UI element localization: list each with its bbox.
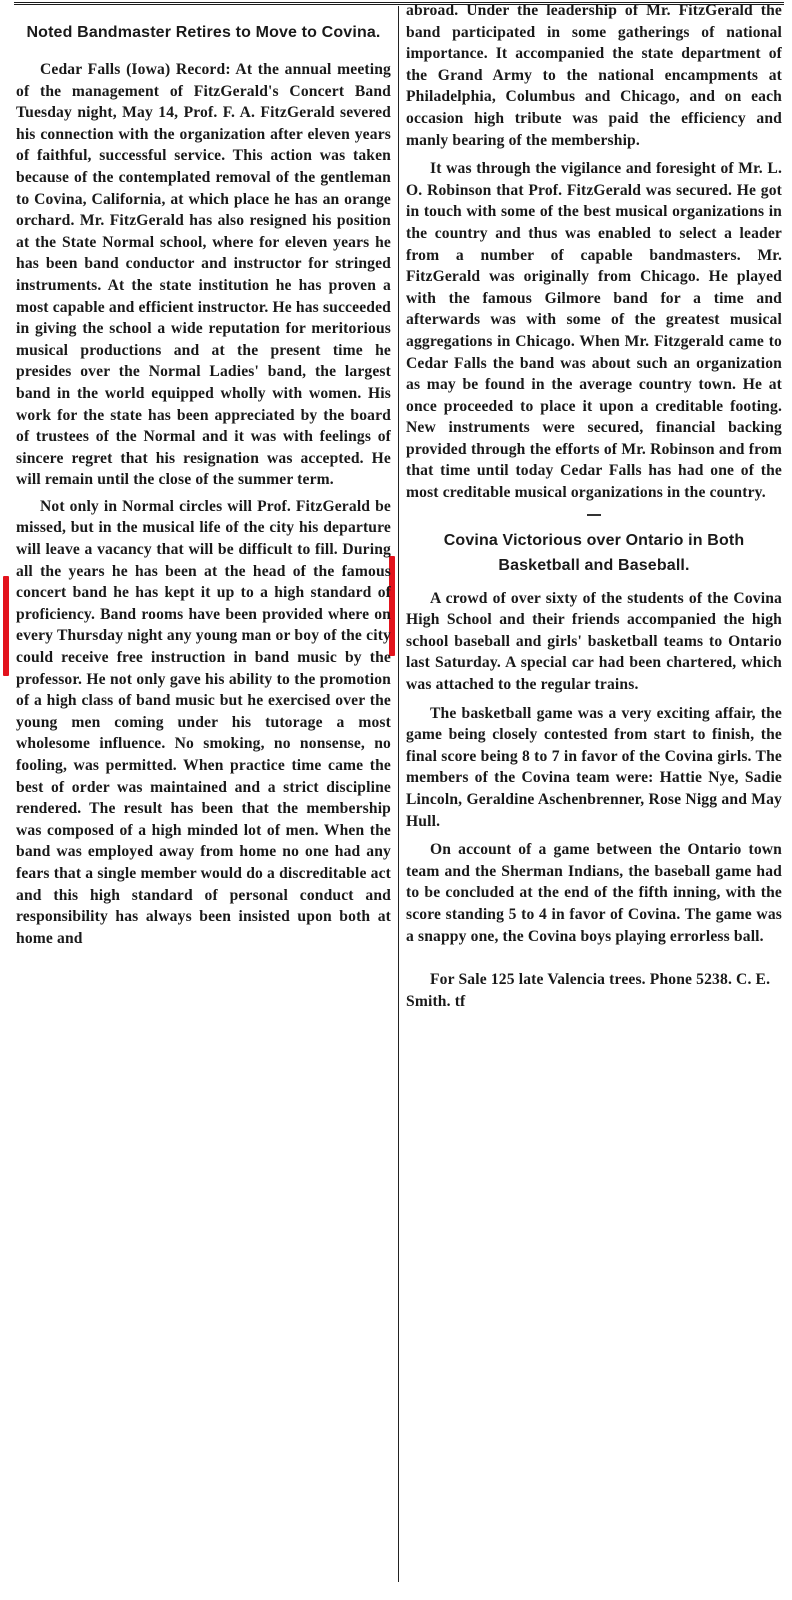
bandmaster-continued-paragraph-1: abroad. Under the leadership of Mr. FitzGerald the band participated in some gatherings of national importance. It accompanied the state department of the Grand Army to the national encampments at Philadelphia, Columbus and Chicago, and on each occasion high tribute was paid the efficiency and manly bearing of the membership.: [406, 2, 782, 149]
left-margin-highlight-mark: [3, 576, 9, 676]
bandmaster-continued-paragraph-2: It was through the vigilance and foresight of Mr. L. O. Robinson that Prof. FitzGerald was secured. He got in touch with some of the best musical organizations in the country and thus was enabled to select a leader from a number of capable bandmasters. Mr. FitzGerald was originally from Chicago. He played with the famous Gilmore band for a time and afterwards was with some of the greatest musical aggregations in Chicago. When Mr. Fitzgerald came to Cedar Falls the band was about such an organization as may be found in the average country town. He at once proceeded to place it upon a creditable footing. New instruments were secured, financial backing provided through the efforts of Mr. Robinson and from that time until today Cedar Falls has had one of the most creditable musical organizations in the country.: [406, 160, 782, 502]
bandmaster-headline: Noted Bandmaster Retires to Move to Covina.: [26, 24, 381, 41]
covina-paragraph-2: The basketball game was a very exciting affair, the game being closely contested from start to finish, the final score being 8 to 7 in favor of the Covina girls. The members of the Covina team were: Hattie Nye, Sadie Lincoln, Geraldine Aschenbrenner, Rose Nigg and May Hull.: [406, 704, 782, 830]
bandmaster-paragraph-1: Cedar Falls (Iowa) Record: At the annual meeting of the management of FitzGerald's Concert Band Tuesday night, May 14, Prof. F. A. FitzGerald severed his connection with the organization after eleven years of faithful, successful service. This action was taken because of the contemplated removal of the gentleman to Covina, California, at which place he has an orange orchard. Mr. FitzGerald has also resigned his position at the State Normal school, where for eleven years he has been band conductor and instructor for stringed instruments. At the state institution he has proven a most capable and efficient instructor. He has succeeded in giving the school a wide reputation for meritorious musical productions and at the present time he presides over the Normal Ladies' band, the largest band in the world equipped wholly with women. His work for the state has been appreciated by the board of trustees of the Normal and it was with feelings of sincere regret that his resignation was accepted. He will remain until the close of the summer term.: [16, 61, 391, 489]
left-column: [16, 0, 391, 949]
classified-ad: For Sale 125 late Valencia trees. Phone 5238. C. E. Smith. tf: [406, 971, 771, 1010]
covina-headline: Covina Victorious over Ontario in Both Basketball and Baseball.: [443, 531, 745, 574]
bandmaster-paragraph-2: Not only in Normal circles will Prof. FitzGerald be missed, but in the musical life of the city his departure will leave a vacancy that will be difficult to fill. During all the years he has been at the head of the famous concert band he has kept it up to a high standard of proficiency. Band rooms have been provided where on every Thursday night any young man or boy of the city could receive free instruction in band music by the professor. He not only gave his ability to the promotion of a high class of band music but he exercised over the young men coming under his tutorage a most wholesome influence. No smoking, no nonsense, no fooling, was permitted. When practice time came the best of order was maintained and a strict discipline rendered. The result has been that the membership was composed of a high minded lot of men. When the band was employed away from home no one had any fears that a single member would do a discreditable act and this high standard of personal conduct and responsibility has always been insisted upon both at home and: [16, 497, 391, 947]
column-divider: [398, 6, 399, 1582]
article-separator: [587, 514, 601, 516]
covina-paragraph-1: A crowd of over sixty of the students of the Covina High School and their friends accompanied the high school baseball and girls' basketball teams to Ontario last Saturday. A special car had been chartered, which was attached to the regular trains.: [406, 589, 782, 694]
covina-paragraph-3: On account of a game between the Ontario town team and the Sherman Indians, the baseball game had to be concluded at the end of the fifth inning, with the score standing 5 to 4 in favor of Covina. The game was a snappy one, the Covina boys playing errorless ball.: [406, 841, 782, 945]
right-column: [406, 0, 782, 1012]
